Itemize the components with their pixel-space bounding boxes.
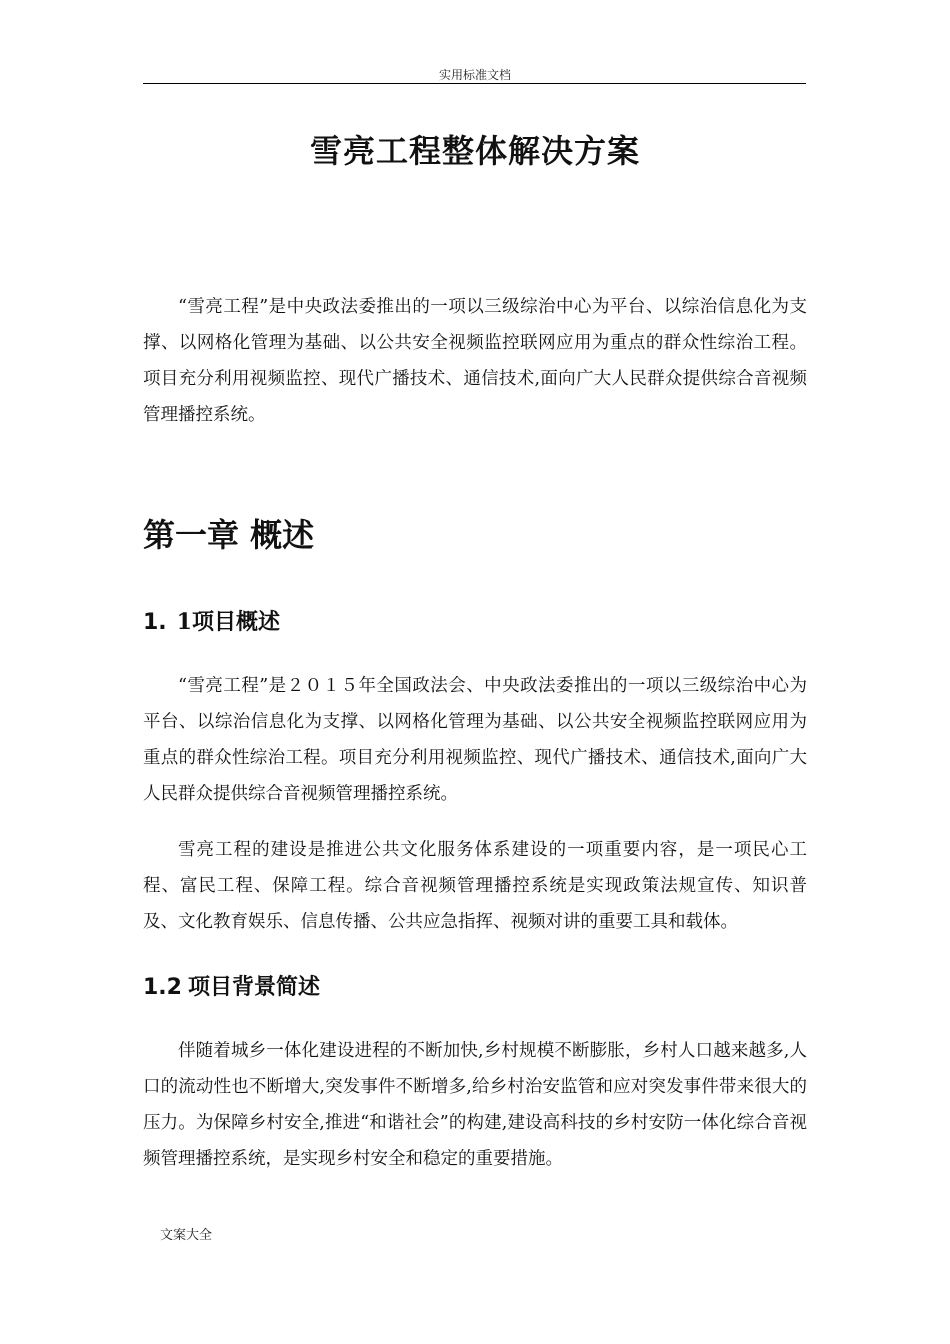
section-heading-1-1 [143,605,280,636]
body-paragraph: 伴随着城乡一体化建设进程的不断加快,乡村规模不断膨胀，乡村人口越来越多,人口的流动性也不断增大,突发事件不断增多,给乡村治安监管和应对突发事件带来很大的压力。为保障乡村安全,推进“和谐社会”的构建,建设高科技的乡村安防一体化综合音视频管理播控系统，是实现乡村安全和稳定的重要措施。 [143,1041,807,1169]
chapter-heading: 第一章 概述 [143,516,315,554]
body-paragraph: “雪亮工程”是２０１５年全国政法会、中央政法委推出的一项以三级综治中心为平台、以综治信息化为支撑、以网格化管理为基础、以公共安全视频监控联网应用为重点的群众性综治工程。项目充分利用视频监控、现代广播技术、通信技术,面向广大人民群众提供综合音视频管理播控系统。 [143,676,807,804]
header-divider [143,83,806,84]
body-paragraph: 雪亮工程的建设是推进公共文化服务体系建设的一项重要内容，是一项民心工程、富民工程、保障工程。综合音视频管理播控系统是实现政策法规宣传、知识普及、文化教育娱乐、信息传播、公共应急指挥、视频对讲的重要工具和载体。 [143,840,807,932]
page-footer: 文案大全 [160,1228,213,1243]
intro-paragraph: “雪亮工程”是中央政法委推出的一项以三级综治中心为平台、以综治信息化为支撑、以网格化管理为基础、以公共安全视频监控联网应用为重点的群众性综治工程。项目充分利用视频监控、现代广播技术、通信技术,面向广大人民群众提供综合音视频管理播控系统。 [143,297,807,425]
page-header: 实用标准文档 [438,68,511,82]
section-title: 1项目概述 [176,609,280,635]
document-title: 雪亮工程整体解决方案 [309,132,640,170]
section-heading-1-2 [143,970,320,1001]
section-title: 项目背景简述 [187,974,320,1000]
section-number: 1.2 [143,975,182,1000]
section-number: 1. [143,610,167,635]
